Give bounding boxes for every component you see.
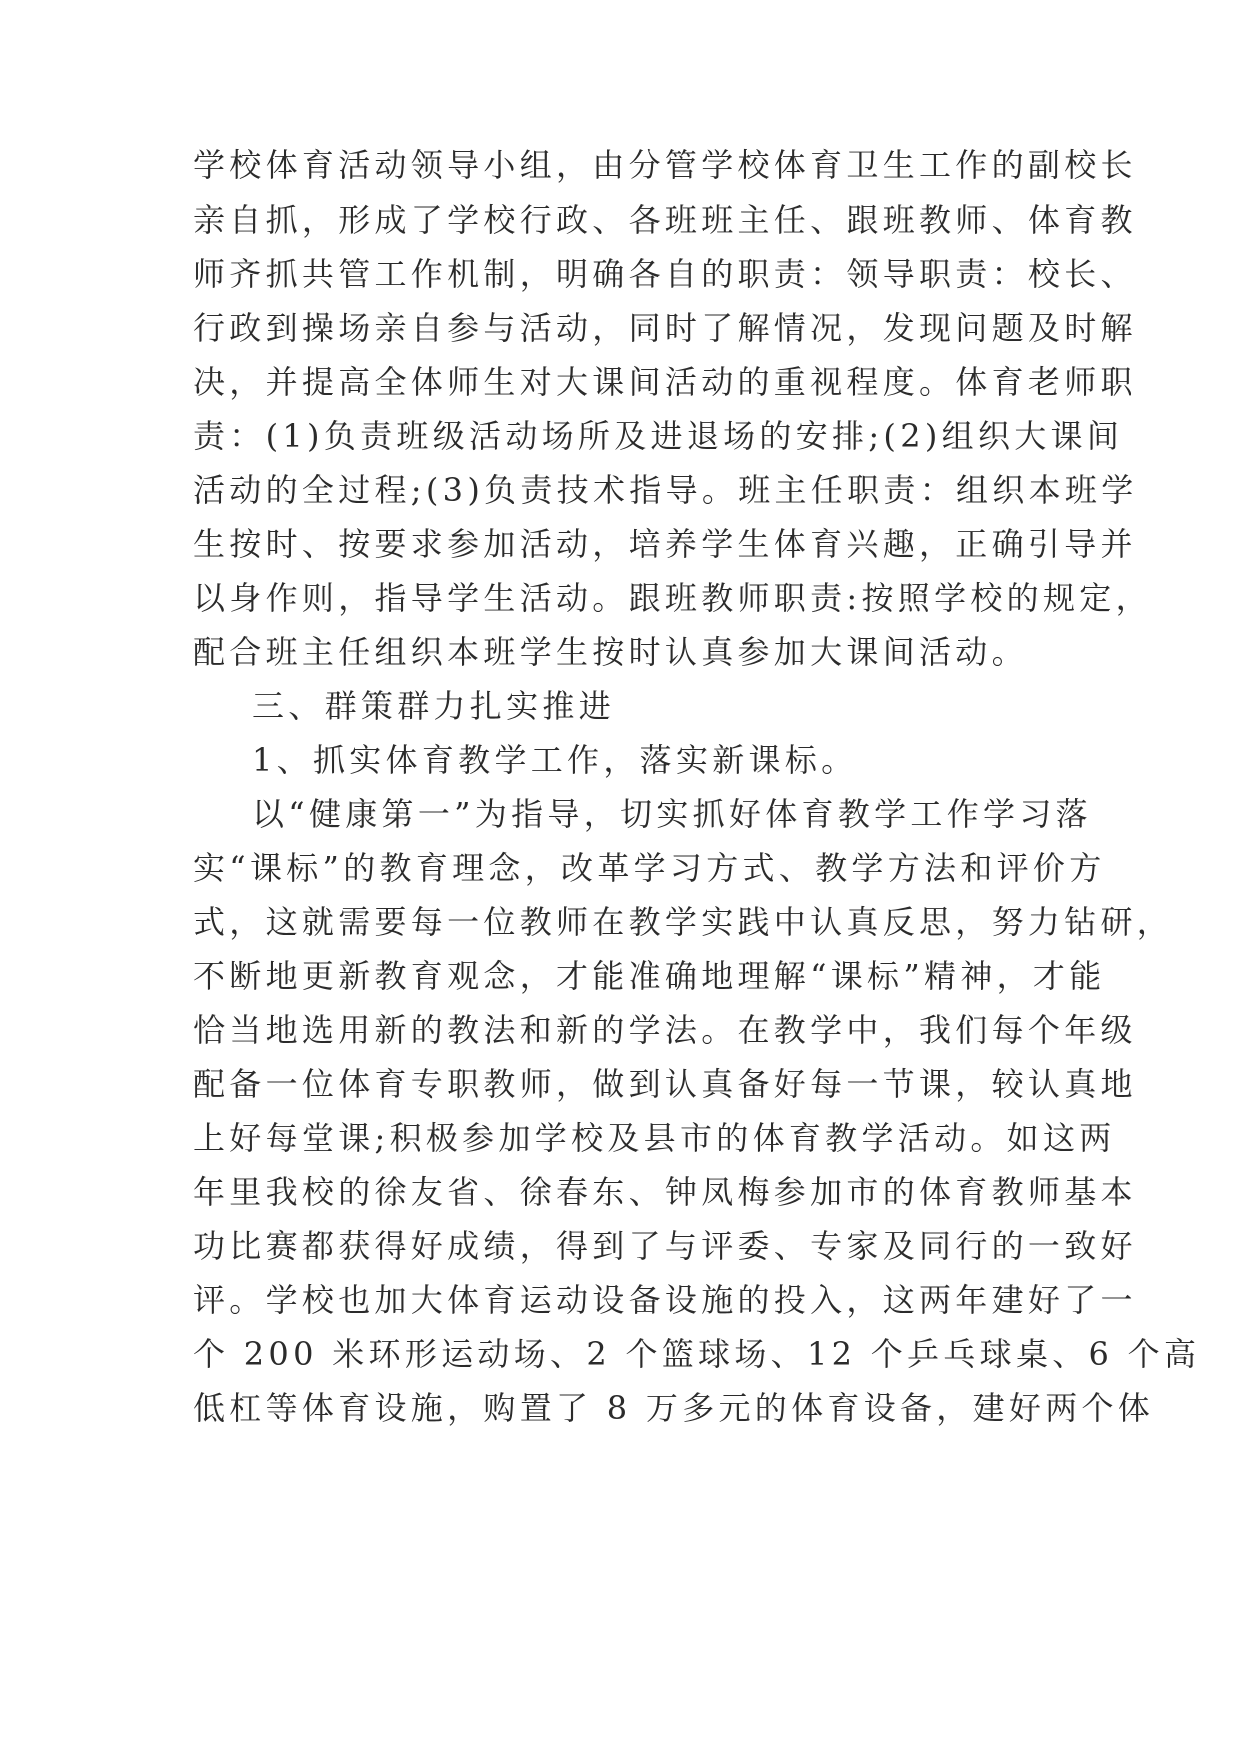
- paragraph-line: 亲自抓，形成了学校行政、各班班主任、跟班教师、体育教: [193, 201, 1137, 239]
- paragraph-line: 师齐抓共管工作机制，明确各自的职责：领导职责：校长、: [193, 255, 1137, 293]
- subsection-heading: 1、抓实体育教学工作，落实新课标。: [252, 741, 858, 779]
- paragraph-line: 年里我校的徐友省、徐春东、钟凤梅参加市的体育教师基本: [193, 1173, 1137, 1211]
- paragraph-line: 式，这就需要每一位教师在教学实践中认真反思，努力钻研，: [193, 903, 1174, 941]
- paragraph-line: 决，并提高全体师生对大课间活动的重视程度。体育老师职: [193, 363, 1137, 401]
- paragraph-line: 活动的全过程;(3)负责技术指导。班主任职责：组织本班学: [193, 471, 1138, 509]
- paragraph-line: 以“健康第一”为指导，切实抓好体育教学工作学习落: [252, 795, 1092, 833]
- paragraph-line: 配合班主任组织本班学生按时认真参加大课间活动。: [193, 633, 1028, 671]
- paragraph-line: 学校体育活动领导小组，由分管学校体育卫生工作的副校长: [193, 146, 1137, 184]
- paragraph-line: 上好每堂课;积极参加学校及县市的体育教学活动。如这两: [193, 1119, 1116, 1157]
- paragraph-line: 行政到操场亲自参与活动，同时了解情况，发现问题及时解: [193, 309, 1137, 347]
- paragraph-line: 个 200 米环形运动场、2 个篮球场、12 个乒乓球桌、6 个高: [193, 1335, 1201, 1373]
- paragraph-line: 低杠等体育设施，购置了 8 万多元的体育设备，建好两个体: [193, 1389, 1155, 1427]
- paragraph-line: 功比赛都获得好成绩，得到了与评委、专家及同行的一致好: [193, 1227, 1137, 1265]
- paragraph-line: 评。学校也加大体育运动设备设施的投入，这两年建好了一: [193, 1281, 1137, 1319]
- paragraph-line: 以身作则，指导学生活动。跟班教师职责:按照学校的规定，: [193, 579, 1152, 617]
- paragraph-line: 生按时、按要求参加活动，培养学生体育兴趣，正确引导并: [193, 525, 1137, 563]
- paragraph-line: 不断地更新教育观念，才能准确地理解“课标”精神，才能: [193, 957, 1106, 995]
- section-heading: 三、群策群力扎实推进: [252, 687, 616, 725]
- paragraph-line: 实“课标”的教育理念，改革学习方式、教学方法和评价方: [193, 849, 1106, 887]
- paragraph-line: 配备一位体育专职教师，做到认真备好每一节课，较认真地: [193, 1065, 1137, 1103]
- paragraph-line: 恰当地选用新的教法和新的学法。在教学中，我们每个年级: [193, 1011, 1137, 1049]
- paragraph-line: 责：(1)负责班级活动场所及进退场的安排;(2)组织大课间: [193, 417, 1124, 455]
